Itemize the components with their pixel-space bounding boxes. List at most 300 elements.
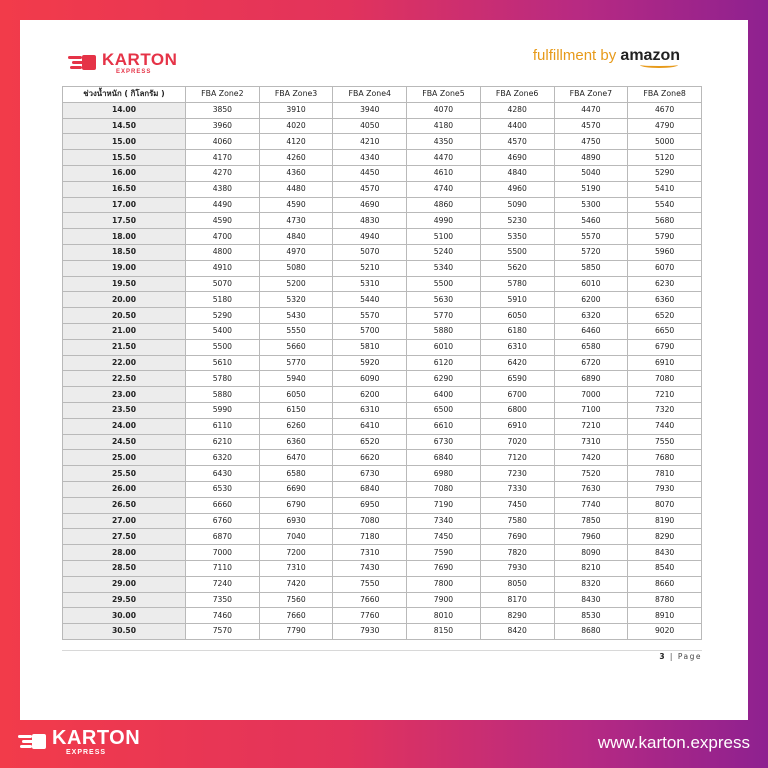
price-cell: 4790 [628, 118, 702, 134]
price-cell: 6010 [554, 276, 628, 292]
price-cell: 7080 [407, 481, 481, 497]
price-cell: 7330 [480, 481, 554, 497]
price-cell: 7960 [554, 529, 628, 545]
price-cell: 7100 [554, 402, 628, 418]
price-cell: 6310 [480, 339, 554, 355]
price-cell: 8290 [628, 529, 702, 545]
table-row [63, 308, 702, 324]
price-cell: 4360 [259, 165, 333, 181]
price-cell: 3850 [186, 102, 260, 118]
price-cell: 8170 [480, 592, 554, 608]
column-header-zone: FBA Zone4 [333, 87, 407, 103]
price-cell: 7680 [628, 450, 702, 466]
table-row [63, 355, 702, 371]
weight-cell: 26.50 [63, 497, 186, 513]
price-cell: 6320 [554, 308, 628, 324]
price-cell: 5040 [554, 165, 628, 181]
price-cell: 5700 [333, 323, 407, 339]
table-row [63, 497, 702, 513]
price-cell: 6460 [554, 323, 628, 339]
price-cell: 7740 [554, 497, 628, 513]
price-cell: 5080 [259, 260, 333, 276]
price-cell: 5350 [480, 229, 554, 245]
price-cell: 5570 [333, 308, 407, 324]
price-cell: 7570 [186, 624, 260, 640]
price-cell: 4020 [259, 118, 333, 134]
price-cell: 7760 [333, 608, 407, 624]
price-cell: 6840 [333, 481, 407, 497]
weight-cell: 15.00 [63, 134, 186, 150]
price-cell: 5310 [333, 276, 407, 292]
price-cell: 5340 [407, 260, 481, 276]
price-cell: 5880 [186, 387, 260, 403]
price-cell: 9020 [628, 624, 702, 640]
price-cell: 5940 [259, 371, 333, 387]
price-cell: 7810 [628, 466, 702, 482]
price-cell: 4910 [186, 260, 260, 276]
price-cell: 7340 [407, 513, 481, 529]
price-cell: 6910 [480, 418, 554, 434]
weight-cell: 14.50 [63, 118, 186, 134]
price-cell: 6730 [333, 466, 407, 482]
price-cell: 7210 [628, 387, 702, 403]
price-cell: 5500 [186, 339, 260, 355]
price-cell: 6720 [554, 355, 628, 371]
price-cell: 6430 [186, 466, 260, 482]
price-cell: 6290 [407, 371, 481, 387]
price-cell: 5290 [186, 308, 260, 324]
price-cell: 8540 [628, 560, 702, 576]
price-cell: 8050 [480, 576, 554, 592]
price-cell: 3940 [333, 102, 407, 118]
document-page [20, 20, 748, 720]
weight-cell: 24.00 [63, 418, 186, 434]
column-header-zone: FBA Zone7 [554, 87, 628, 103]
column-header-zone: FBA Zone5 [407, 87, 481, 103]
price-cell: 4570 [480, 134, 554, 150]
price-cell: 7660 [259, 608, 333, 624]
table-row [63, 402, 702, 418]
price-cell: 7930 [628, 481, 702, 497]
price-cell: 4840 [259, 229, 333, 245]
price-cell: 5210 [333, 260, 407, 276]
price-cell: 6980 [407, 466, 481, 482]
weight-cell: 29.50 [63, 592, 186, 608]
logo-subtitle: EXPRESS [66, 749, 107, 756]
price-cell: 4070 [407, 102, 481, 118]
price-cell: 4350 [407, 134, 481, 150]
price-cell: 6910 [628, 355, 702, 371]
price-cell: 5780 [480, 276, 554, 292]
price-cell: 7440 [628, 418, 702, 434]
price-cell: 4890 [554, 150, 628, 166]
table-row [63, 576, 702, 592]
table-row [63, 387, 702, 403]
price-cell: 5620 [480, 260, 554, 276]
price-cell: 6310 [333, 402, 407, 418]
price-cell: 6760 [186, 513, 260, 529]
weight-cell: 25.50 [63, 466, 186, 482]
price-cell: 5410 [628, 181, 702, 197]
price-cell: 6120 [407, 355, 481, 371]
column-header-zone: FBA Zone2 [186, 87, 260, 103]
table-row [63, 545, 702, 561]
price-cell: 4750 [554, 134, 628, 150]
price-cell: 6010 [407, 339, 481, 355]
weight-cell: 20.50 [63, 308, 186, 324]
price-cell: 5320 [259, 292, 333, 308]
weight-cell: 21.00 [63, 323, 186, 339]
price-cell: 7520 [554, 466, 628, 482]
table-row [63, 371, 702, 387]
price-cell: 4180 [407, 118, 481, 134]
price-cell: 6110 [186, 418, 260, 434]
price-cell: 4700 [186, 229, 260, 245]
price-cell: 7080 [628, 371, 702, 387]
price-cell: 6360 [259, 434, 333, 450]
price-cell: 6840 [407, 450, 481, 466]
price-cell: 5200 [259, 276, 333, 292]
price-cell: 6870 [186, 529, 260, 545]
table-row [63, 134, 702, 150]
price-cell: 4990 [407, 213, 481, 229]
price-cell: 5960 [628, 244, 702, 260]
price-cell: 7690 [480, 529, 554, 545]
table-row [63, 292, 702, 308]
weight-cell: 28.00 [63, 545, 186, 561]
price-cell: 8660 [628, 576, 702, 592]
price-cell: 4970 [259, 244, 333, 260]
price-cell: 7240 [186, 576, 260, 592]
price-cell: 6580 [259, 466, 333, 482]
fba-amazon: amazon [620, 47, 680, 64]
price-cell: 5230 [480, 213, 554, 229]
price-cell: 6610 [407, 418, 481, 434]
price-cell: 5660 [259, 339, 333, 355]
price-cell: 4060 [186, 134, 260, 150]
price-cell: 6890 [554, 371, 628, 387]
price-cell: 7800 [407, 576, 481, 592]
weight-cell: 23.00 [63, 387, 186, 403]
weight-cell: 15.50 [63, 150, 186, 166]
price-cell: 6950 [333, 497, 407, 513]
price-cell: 7120 [480, 450, 554, 466]
column-header-weight: ช่วงน้ำหนัก ( กิโลกรัม ) [63, 87, 186, 103]
price-cell: 5290 [628, 165, 702, 181]
price-cell: 6580 [554, 339, 628, 355]
page-number [659, 652, 702, 661]
price-cell: 5990 [186, 402, 260, 418]
price-cell: 4400 [480, 118, 554, 134]
table-row [63, 213, 702, 229]
table-row [63, 481, 702, 497]
price-cell: 7560 [259, 592, 333, 608]
price-cell: 6530 [186, 481, 260, 497]
table-row [63, 102, 702, 118]
price-cell: 6620 [333, 450, 407, 466]
price-cell: 5920 [333, 355, 407, 371]
price-cell: 5100 [407, 229, 481, 245]
price-cell: 6520 [628, 308, 702, 324]
price-cell: 7310 [554, 434, 628, 450]
price-cell: 6200 [333, 387, 407, 403]
logo-subtitle: EXPRESS [116, 69, 152, 75]
price-cell: 4210 [333, 134, 407, 150]
price-cell: 4340 [333, 150, 407, 166]
karton-logo [68, 46, 177, 80]
weight-cell: 30.00 [63, 608, 186, 624]
price-cell: 5460 [554, 213, 628, 229]
price-cell: 8090 [554, 545, 628, 561]
price-cell: 5880 [407, 323, 481, 339]
price-cell: 5180 [186, 292, 260, 308]
price-cell: 4590 [259, 197, 333, 213]
table-row [63, 608, 702, 624]
price-cell: 5770 [407, 308, 481, 324]
price-cell: 8680 [554, 624, 628, 640]
rate-table [62, 86, 702, 640]
price-cell: 5240 [407, 244, 481, 260]
price-cell: 4570 [554, 118, 628, 134]
price-cell: 4120 [259, 134, 333, 150]
price-cell: 6050 [480, 308, 554, 324]
weight-cell: 21.50 [63, 339, 186, 355]
price-cell: 8780 [628, 592, 702, 608]
weight-cell: 24.50 [63, 434, 186, 450]
price-cell: 7180 [333, 529, 407, 545]
price-cell: 5720 [554, 244, 628, 260]
price-cell: 7450 [480, 497, 554, 513]
price-cell: 5630 [407, 292, 481, 308]
price-cell: 6090 [333, 371, 407, 387]
table-row [63, 624, 702, 640]
price-cell: 7420 [554, 450, 628, 466]
price-cell: 7790 [259, 624, 333, 640]
website-url[interactable]: www.karton.express [597, 733, 750, 752]
price-cell: 8210 [554, 560, 628, 576]
price-cell: 7460 [186, 608, 260, 624]
weight-cell: 14.00 [63, 102, 186, 118]
price-cell: 7040 [259, 529, 333, 545]
karton-logo-footer [18, 728, 140, 756]
price-cell: 6930 [259, 513, 333, 529]
price-cell: 5680 [628, 213, 702, 229]
price-cell: 8150 [407, 624, 481, 640]
price-cell: 3960 [186, 118, 260, 134]
price-cell: 7320 [628, 402, 702, 418]
price-cell: 3910 [259, 102, 333, 118]
price-cell: 6650 [628, 323, 702, 339]
price-cell: 5070 [186, 276, 260, 292]
price-cell: 4960 [480, 181, 554, 197]
logo-name: KARTON [52, 727, 141, 749]
price-cell: 5770 [259, 355, 333, 371]
footer-divider [62, 650, 702, 651]
price-cell: 6260 [259, 418, 333, 434]
price-cell: 7310 [333, 545, 407, 561]
price-cell: 5570 [554, 229, 628, 245]
price-cell: 5550 [259, 323, 333, 339]
price-cell: 4490 [186, 197, 260, 213]
price-cell: 4800 [186, 244, 260, 260]
price-cell: 7210 [554, 418, 628, 434]
price-cell: 4270 [186, 165, 260, 181]
price-cell: 8070 [628, 497, 702, 513]
weight-cell: 19.50 [63, 276, 186, 292]
table-row [63, 244, 702, 260]
price-cell: 7450 [407, 529, 481, 545]
page-number-value: 3 [659, 652, 667, 661]
price-cell: 8420 [480, 624, 554, 640]
price-cell: 6500 [407, 402, 481, 418]
price-cell: 6230 [628, 276, 702, 292]
table-row [63, 513, 702, 529]
price-cell: 6690 [259, 481, 333, 497]
price-cell: 8910 [628, 608, 702, 624]
price-cell: 4690 [480, 150, 554, 166]
price-cell: 8010 [407, 608, 481, 624]
table-row [63, 434, 702, 450]
price-cell: 4590 [186, 213, 260, 229]
price-cell: 7820 [480, 545, 554, 561]
price-cell: 6590 [480, 371, 554, 387]
price-cell: 6210 [186, 434, 260, 450]
column-header-zone: FBA Zone6 [480, 87, 554, 103]
column-header-zone: FBA Zone3 [259, 87, 333, 103]
table-row [63, 165, 702, 181]
weight-cell: 22.50 [63, 371, 186, 387]
table-row [63, 197, 702, 213]
price-cell: 6360 [628, 292, 702, 308]
weight-cell: 29.00 [63, 576, 186, 592]
price-cell: 8190 [628, 513, 702, 529]
price-cell: 4670 [628, 102, 702, 118]
price-cell: 5400 [186, 323, 260, 339]
price-cell: 5070 [333, 244, 407, 260]
table-row [63, 260, 702, 276]
table-row [63, 229, 702, 245]
price-cell: 6420 [480, 355, 554, 371]
price-cell: 5810 [333, 339, 407, 355]
price-cell: 7900 [407, 592, 481, 608]
weight-cell: 19.00 [63, 260, 186, 276]
table-body [63, 102, 702, 639]
price-cell: 4570 [333, 181, 407, 197]
table-row [63, 592, 702, 608]
price-cell: 5790 [628, 229, 702, 245]
price-cell: 4170 [186, 150, 260, 166]
price-cell: 7660 [333, 592, 407, 608]
price-cell: 7000 [554, 387, 628, 403]
table-row [63, 466, 702, 482]
price-cell: 6790 [259, 497, 333, 513]
page-label: | Page [666, 652, 702, 661]
price-cell: 6410 [333, 418, 407, 434]
price-cell: 8530 [554, 608, 628, 624]
price-cell: 4380 [186, 181, 260, 197]
price-cell: 6660 [186, 497, 260, 513]
price-cell: 7080 [333, 513, 407, 529]
speed-lines-box-icon [18, 732, 48, 752]
price-cell: 7930 [333, 624, 407, 640]
price-cell: 5090 [480, 197, 554, 213]
table-row [63, 418, 702, 434]
price-cell: 6200 [554, 292, 628, 308]
weight-cell: 17.50 [63, 213, 186, 229]
price-cell: 6050 [259, 387, 333, 403]
price-cell: 8290 [480, 608, 554, 624]
price-cell: 8430 [628, 545, 702, 561]
price-cell: 4740 [407, 181, 481, 197]
weight-cell: 25.00 [63, 450, 186, 466]
price-cell: 4830 [333, 213, 407, 229]
price-cell: 4260 [259, 150, 333, 166]
price-cell: 7020 [480, 434, 554, 450]
weight-cell: 26.00 [63, 481, 186, 497]
price-cell: 7350 [186, 592, 260, 608]
weight-cell: 27.50 [63, 529, 186, 545]
price-cell: 7200 [259, 545, 333, 561]
price-cell: 6320 [186, 450, 260, 466]
amazon-smile-icon [640, 62, 678, 68]
table-row [63, 181, 702, 197]
price-cell: 5500 [480, 244, 554, 260]
price-cell: 6790 [628, 339, 702, 355]
price-cell: 7420 [259, 576, 333, 592]
price-cell: 6070 [628, 260, 702, 276]
price-cell: 4860 [407, 197, 481, 213]
table-row [63, 276, 702, 292]
price-cell: 7000 [186, 545, 260, 561]
price-cell: 5440 [333, 292, 407, 308]
price-cell: 6700 [480, 387, 554, 403]
price-cell: 5300 [554, 197, 628, 213]
table-row [63, 529, 702, 545]
table-header-row [63, 87, 702, 103]
price-cell: 6470 [259, 450, 333, 466]
price-cell: 6150 [259, 402, 333, 418]
price-cell: 4050 [333, 118, 407, 134]
price-cell: 4480 [259, 181, 333, 197]
price-cell: 8430 [554, 592, 628, 608]
weight-cell: 22.00 [63, 355, 186, 371]
price-cell: 8320 [554, 576, 628, 592]
price-cell: 5430 [259, 308, 333, 324]
weight-cell: 17.00 [63, 197, 186, 213]
weight-cell: 16.50 [63, 181, 186, 197]
price-cell: 7580 [480, 513, 554, 529]
price-cell: 7550 [628, 434, 702, 450]
price-cell: 7630 [554, 481, 628, 497]
price-cell: 5910 [480, 292, 554, 308]
fulfillment-by-amazon-logo [533, 47, 680, 68]
price-cell: 7550 [333, 576, 407, 592]
price-cell: 7930 [480, 560, 554, 576]
price-cell: 4450 [333, 165, 407, 181]
price-cell: 6800 [480, 402, 554, 418]
price-cell: 4730 [259, 213, 333, 229]
price-cell: 4840 [480, 165, 554, 181]
price-cell: 4690 [333, 197, 407, 213]
price-cell: 5540 [628, 197, 702, 213]
fba-prefix: fulfillment by [532, 47, 621, 64]
price-cell: 4280 [480, 102, 554, 118]
weight-cell: 28.50 [63, 560, 186, 576]
price-cell: 5000 [628, 134, 702, 150]
price-cell: 4470 [407, 150, 481, 166]
price-cell: 7690 [407, 560, 481, 576]
price-cell: 7310 [259, 560, 333, 576]
